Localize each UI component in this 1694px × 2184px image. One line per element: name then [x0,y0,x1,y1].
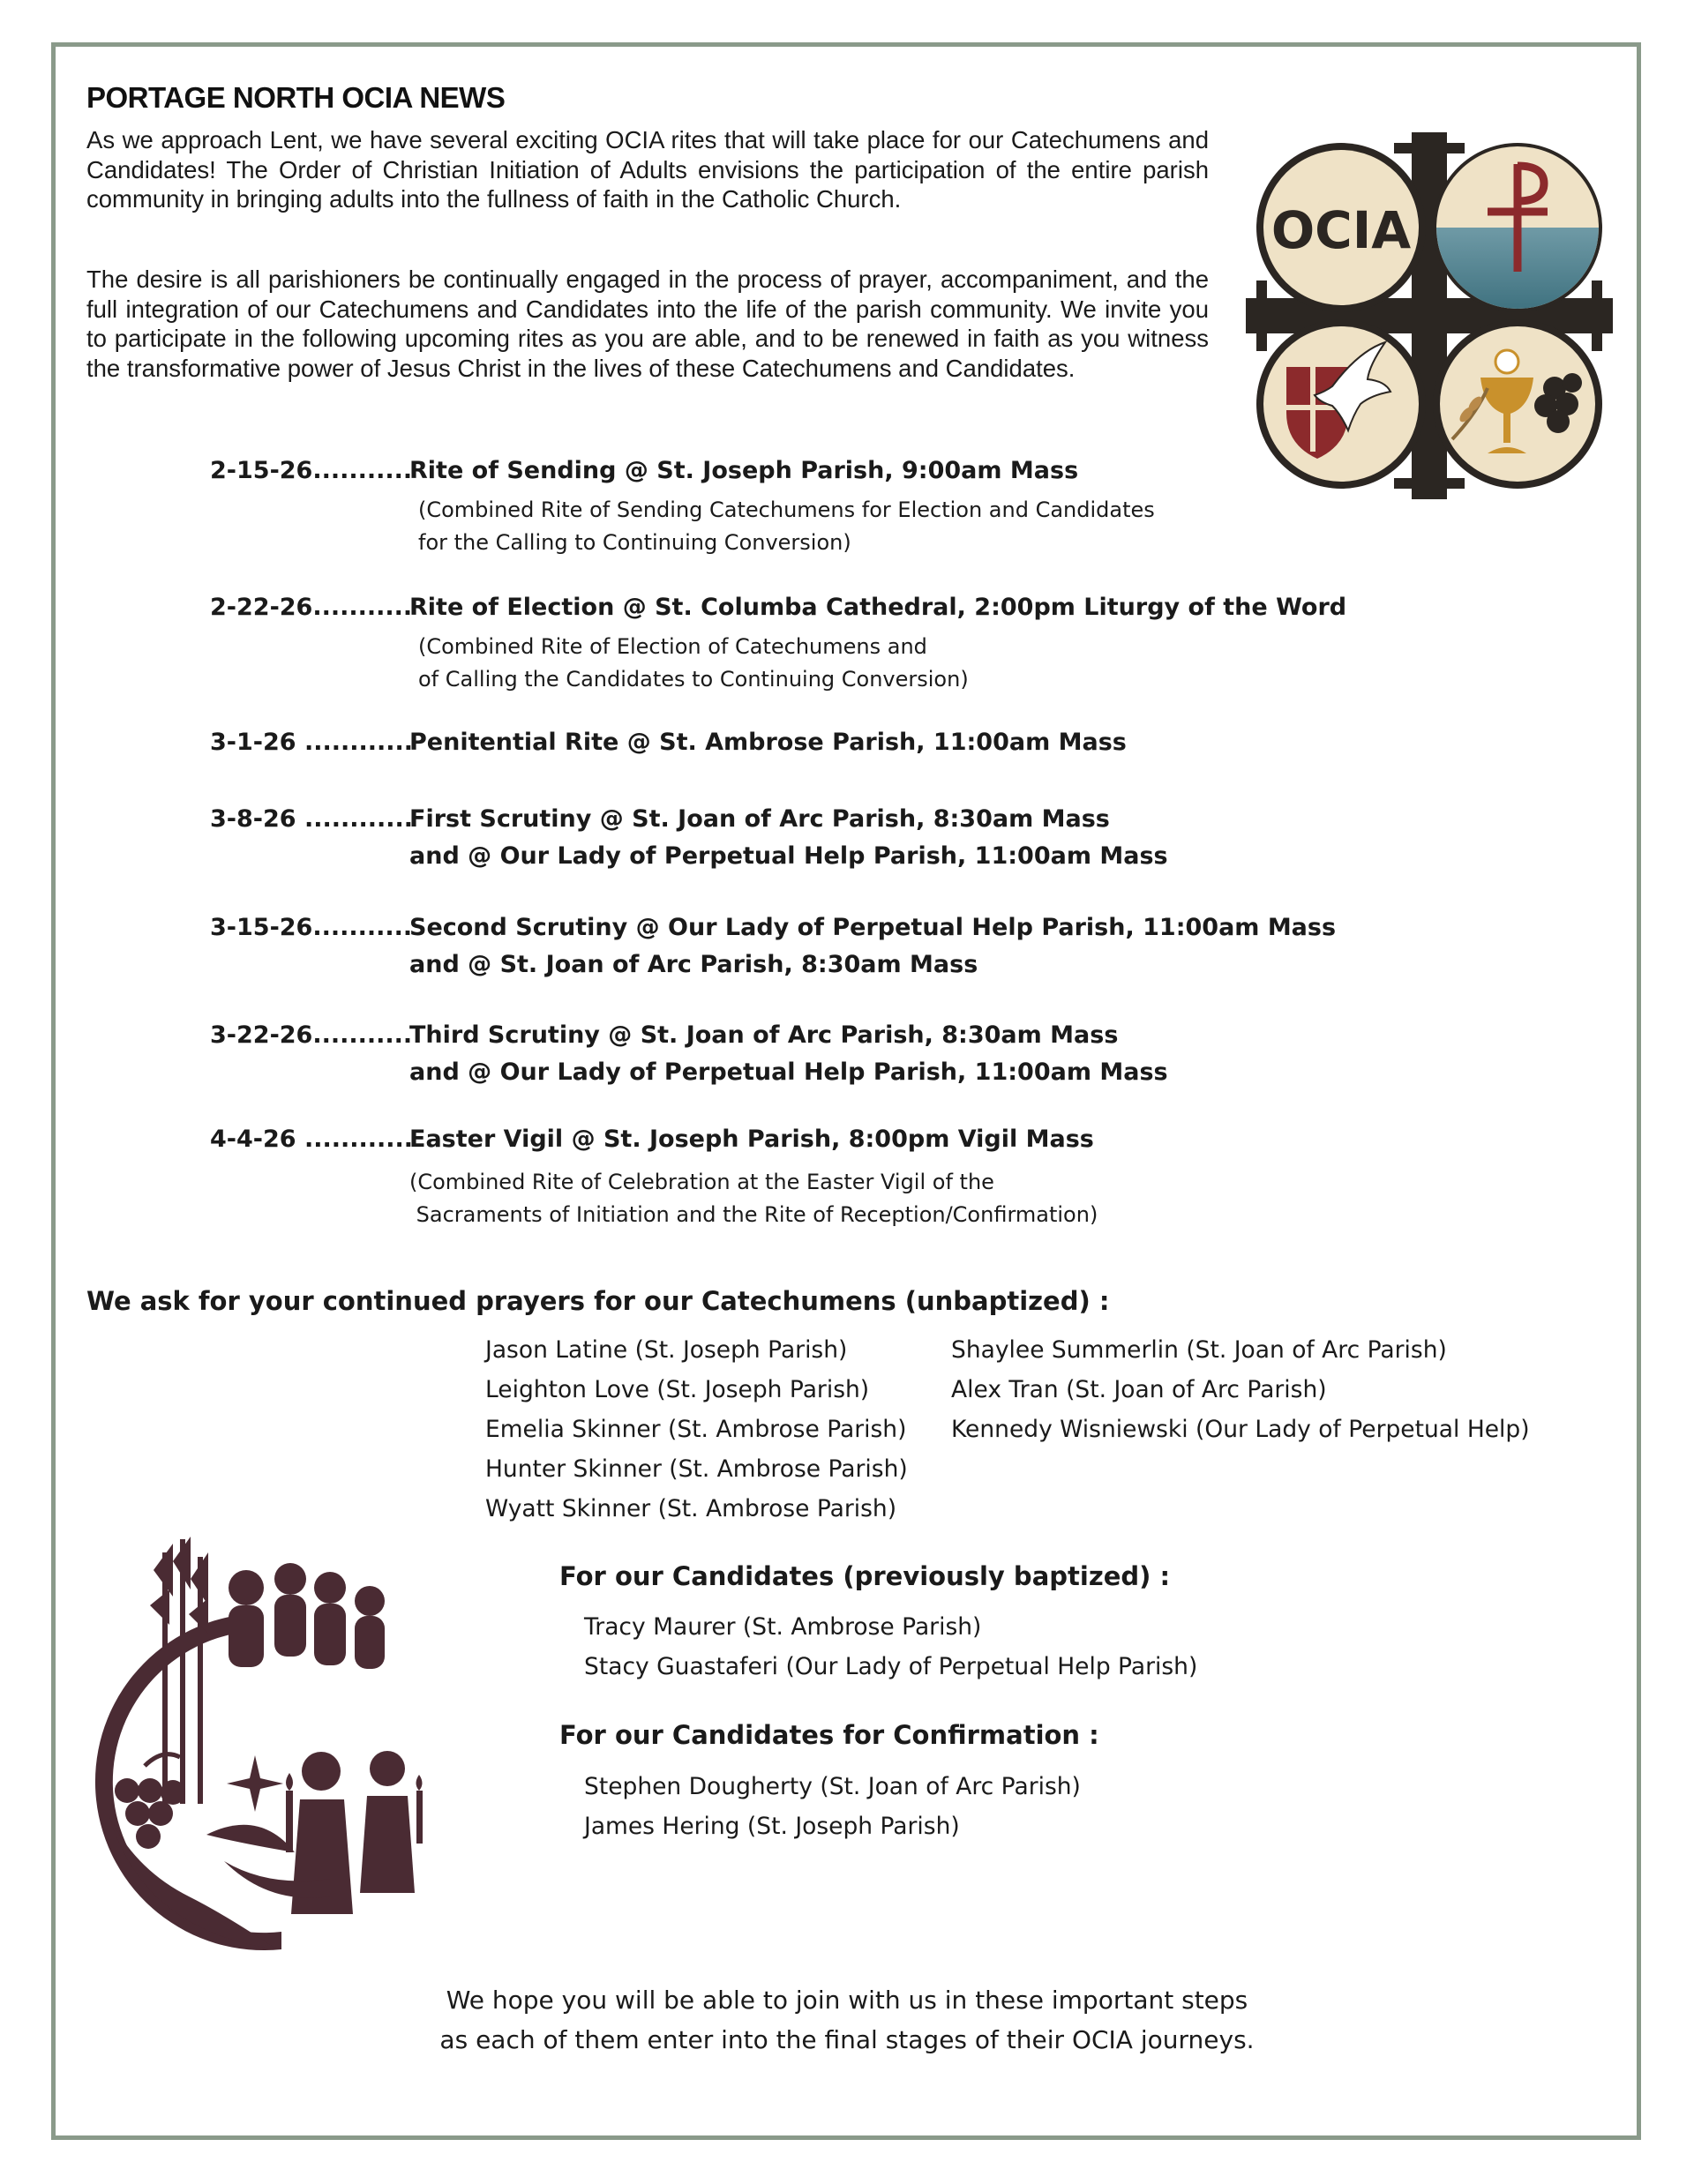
schedule-date: 4-4-26 ............ [210,1126,414,1153]
note-line: of Calling the Candidates to Continuing Conversion) [418,667,969,692]
note-line: (Combined Rite of Sending Catechumens for Election and Candidates [418,497,1155,522]
schedule-event-continued: and @ Our Lady of Perpetual Help Parish, 11:00am Mass [409,1058,1168,1086]
schedule-note [418,494,1155,559]
list-item: Shaylee Summerlin (St. Joan of Arc Parish) [951,1336,1447,1364]
list-item: Emelia Skinner (St. Ambrose Parish) [485,1416,907,1443]
candidates-heading: For our Candidates (previously baptized) : [559,1561,1171,1591]
star-icon [227,1755,283,1812]
schedule-event: Penitential Rite @ St. Ambrose Parish, 11:00am Mass [409,729,1127,756]
list-item: Leighton Love (St. Joseph Parish) [485,1376,870,1403]
confirmation-list [584,1767,1081,1846]
schedule-event: First Scrutiny @ St. Joan of Arc Parish, 8:30am Mass [409,805,1110,833]
list-item: Kennedy Wisniewski (Our Lady of Perpetual Help) [951,1416,1530,1443]
schedule-event: Rite of Sending @ St. Joseph Parish, 9:00am Mass [409,457,1079,484]
ocia-logo-text: OCIA [1270,200,1412,260]
candidates-list [584,1607,1197,1687]
invitation-paragraph: The desire is all parishioners be continually engaged in the process of prayer, accompaniment, and the full integration of our Catechumens and Candidates into the life of the parish community. We invite you to participate in the following upcoming rites as you are able, and to be renewed in faith as you witness the transformative power of Jesus Christ in the lives of these Catechumens and Candidates. [86,266,1209,382]
list-item: Hunter Skinner (St. Ambrose Parish) [485,1455,908,1483]
schedule-note [418,631,969,696]
schedule-event: Easter Vigil @ St. Joseph Parish, 8:00pm Vigil Mass [409,1126,1094,1153]
schedule-date: 2-22-26........... [210,594,413,621]
people-icon [229,1563,415,1914]
intro-paragraph: As we approach Lent, we have several exciting OCIA rites that will take place for our Catechumens and Candidates! The Order of Christian Initiation of Adults envisions the participation of the entire parish community in bringing adults into the fullness of faith in the Catholic Church. [86,126,1209,213]
closing-message [335,1980,1359,2060]
schedule-event: Second Scrutiny @ Our Lady of Perpetual Help Parish, 11:00am Mass [409,914,1337,941]
catechumens-list-2 [951,1330,1530,1449]
note-line: Sacraments of Initiation and the Rite of Reception/Confirmation) [409,1202,1098,1227]
schedule-event: Third Scrutiny @ St. Joan of Arc Parish, 8:30am Mass [409,1021,1119,1049]
catechumens-heading: We ask for your continued prayers for our Catechumens (unbaptized) : [86,1286,1110,1316]
note-line: (Combined Rite of Celebration at the Easter Vigil of the [409,1170,994,1194]
ocia-logo [1244,131,1615,501]
list-item: Stephen Dougherty (St. Joan of Arc Parish) [584,1773,1081,1800]
confirmation-heading: For our Candidates for Confirmation : [559,1720,1099,1750]
schedule-date: 3-22-26........... [210,1021,413,1049]
schedule-event: Rite of Election @ St. Columba Cathedral, 2:00pm Liturgy of the Word [409,594,1347,621]
schedule-date: 3-1-26 ............ [210,729,414,756]
closing-line: as each of them enter into the final stages of their OCIA journeys. [439,2025,1255,2054]
liturgical-artwork [92,1535,436,1954]
list-item: Stacy Guastaferi (Our Lady of Perpetual Help Parish) [584,1653,1198,1680]
schedule-note [409,1166,1098,1231]
schedule-event-continued: and @ Our Lady of Perpetual Help Parish, 11:00am Mass [409,842,1168,870]
list-item: Alex Tran (St. Joan of Arc Parish) [951,1376,1327,1403]
catechumens-list [485,1330,908,1529]
note-line: for the Calling to Continuing Conversion) [418,530,851,555]
list-item: Tracy Maurer (St. Ambrose Parish) [584,1613,982,1641]
page-title: PORTAGE NORTH OCIA NEWS [86,81,506,114]
grapes-icon [115,1754,185,1849]
schedule-event-continued: and @ St. Joan of Arc Parish, 8:30am Mass [409,951,978,978]
list-item: James Hering (St. Joseph Parish) [584,1813,960,1840]
closing-line: We hope you will be able to join with us in these important steps [446,1986,1248,2015]
schedule-date: 3-15-26........... [210,914,413,941]
note-line: (Combined Rite of Election of Catechumens and [418,634,927,659]
list-item: Jason Latine (St. Joseph Parish) [485,1336,848,1364]
schedule-date: 2-15-26........... [210,457,413,484]
list-item: Wyatt Skinner (St. Ambrose Parish) [485,1495,897,1522]
schedule-date: 3-8-26 ............ [210,805,414,833]
